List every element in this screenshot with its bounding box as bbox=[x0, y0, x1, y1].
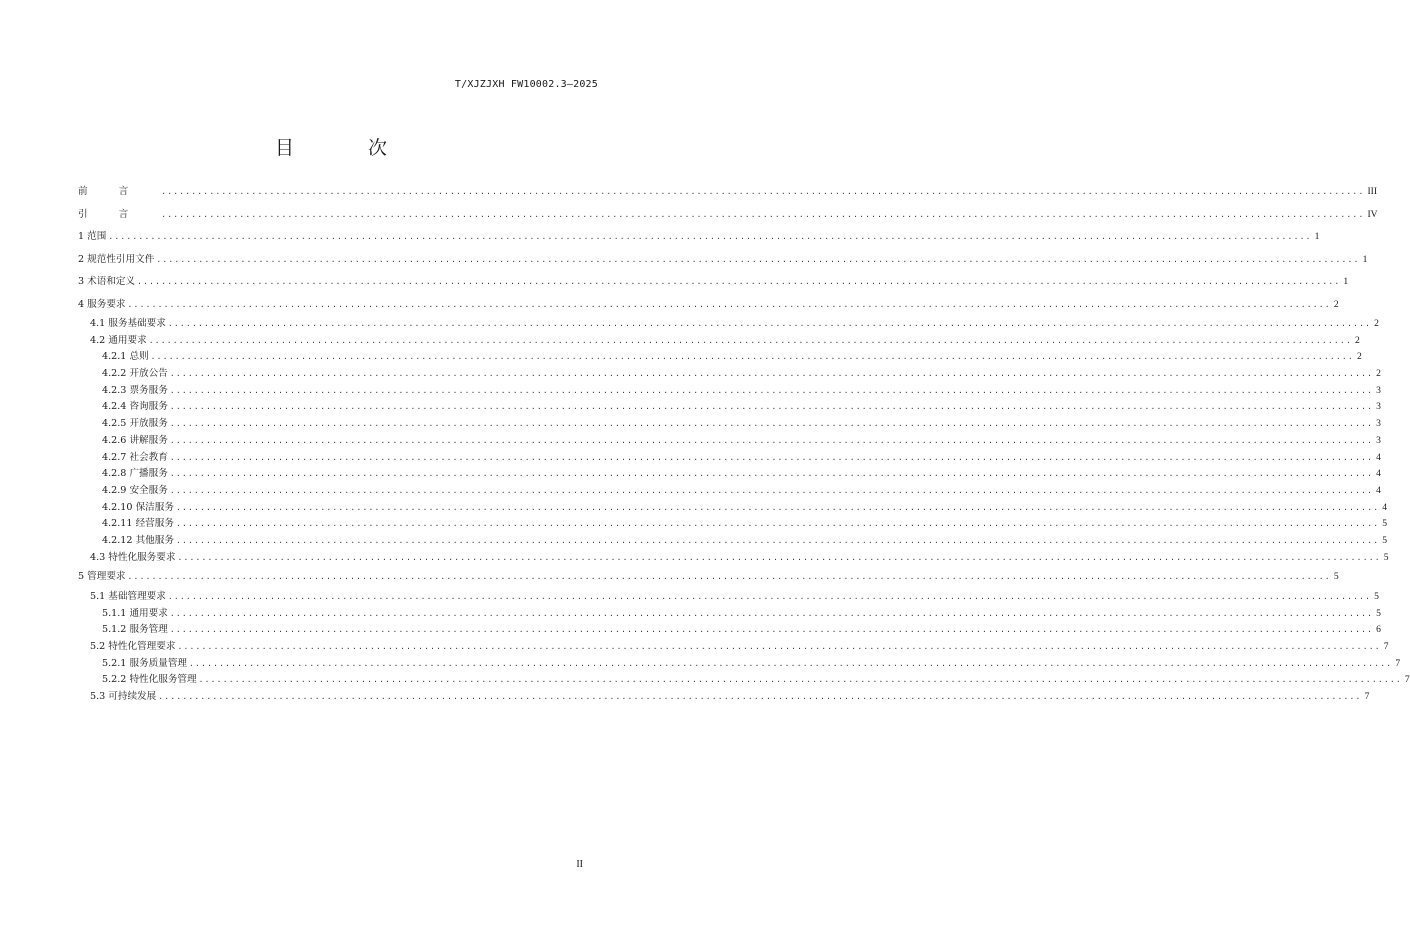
toc-entry-label: 4.2.11 经营服务 bbox=[102, 518, 174, 530]
toc-dot-leader: ........................................................................................................................................................................................................ bbox=[169, 402, 1374, 412]
toc-entry-label: 5 管理要求 bbox=[78, 571, 126, 583]
toc-entry[interactable] bbox=[78, 566, 1339, 589]
toc-dot-leader: ........................................................................................................................................................................................................ bbox=[167, 319, 1372, 328]
toc-entry-label: 引言 bbox=[78, 208, 160, 220]
toc-entry-page: 5 bbox=[1376, 607, 1381, 619]
toc-entry-label: 1 范围 bbox=[78, 231, 107, 242]
toc-entry-page: 2 bbox=[1333, 298, 1339, 310]
toc-entry[interactable] bbox=[78, 383, 1381, 400]
toc-entry-label: 4.2.1 总则 bbox=[102, 351, 149, 363]
toc-entry-page: 5 bbox=[1383, 551, 1389, 563]
toc-entry-label: 4.2.7 社会教育 bbox=[102, 451, 168, 463]
toc-entry[interactable] bbox=[78, 550, 1389, 567]
toc-dot-leader: ........................................................................................................................................................................................................ bbox=[127, 299, 1331, 309]
toc-dot-leader: ........................................................................................................................................................................................................ bbox=[150, 352, 1354, 362]
toc-entry-label: 4.2.9 安全服务 bbox=[102, 484, 168, 496]
toc-entry-label: 5.2 特性化管理要求 bbox=[90, 640, 176, 652]
toc-entry[interactable] bbox=[78, 226, 1320, 249]
toc-entry[interactable] bbox=[78, 516, 1388, 533]
toc-entry-label: 4.2.5 开放服务 bbox=[102, 418, 168, 430]
page-title: 目 次 bbox=[274, 137, 422, 159]
toc-entry-label: 5.1.1 通用要求 bbox=[102, 607, 168, 619]
toc-dot-leader: ........................................................................................................................................................................................................ bbox=[158, 691, 1362, 701]
toc-entry-page: 7 bbox=[1404, 674, 1410, 686]
toc-dot-leader: ........................................................................................................................................................................................................ bbox=[169, 625, 1374, 635]
toc-entry[interactable] bbox=[78, 622, 1381, 639]
toc-dot-leader: ........................................................................................................................................................................................................ bbox=[169, 608, 1374, 618]
toc-entry-label: 4.2 通用要求 bbox=[90, 334, 147, 346]
toc-dot-leader: ........................................................................................................................................................................................................ bbox=[156, 254, 1360, 264]
toc-entry[interactable] bbox=[78, 533, 1388, 550]
toc-entry[interactable] bbox=[78, 181, 1378, 204]
toc-entry-page: 3 bbox=[1376, 401, 1381, 413]
toc-entry-label: 前言 bbox=[78, 186, 160, 197]
toc-entry-page: 2 bbox=[1356, 351, 1362, 363]
toc-dot-leader: ........................................................................................................................................................................................................ bbox=[148, 335, 1352, 345]
toc-dot-leader: ........................................................................................................................................................................................................ bbox=[161, 187, 1365, 196]
toc-entry[interactable] bbox=[78, 483, 1381, 500]
toc-entry-page: 5 bbox=[1382, 518, 1388, 530]
toc-dot-leader: ........................................................................................................................................................................................................ bbox=[137, 277, 1341, 286]
document-code: T/XJZJXH FW10002.3—2025 bbox=[454, 79, 598, 90]
toc-entry-label: 5.2.1 服务质量管理 bbox=[102, 657, 188, 669]
toc-entry-page: 3 bbox=[1376, 418, 1381, 430]
toc-entry-label: 4.2.8 广播服务 bbox=[102, 468, 168, 480]
toc-dot-leader: ........................................................................................................................................................................................................ bbox=[169, 435, 1374, 445]
toc-entry[interactable] bbox=[78, 466, 1381, 483]
page-number: II bbox=[576, 859, 583, 870]
toc-dot-leader: ........................................................................................................................................................................................................ bbox=[198, 675, 1402, 685]
toc-entry-page: IV bbox=[1367, 208, 1378, 220]
toc-entry-page: 7 bbox=[1383, 640, 1389, 652]
toc-entry-page: 5 bbox=[1333, 571, 1339, 583]
toc-entry[interactable] bbox=[78, 204, 1378, 227]
toc-dot-leader: ........................................................................................................................................................................................................ bbox=[175, 535, 1380, 545]
toc-entry-label: 4.2.10 保洁服务 bbox=[102, 501, 174, 513]
toc-entry-label: 4.1 服务基础要求 bbox=[90, 318, 166, 329]
toc-entry-label: 5.1 基础管理要求 bbox=[90, 590, 166, 602]
toc-entry-label: 4.2.2 开放公告 bbox=[102, 368, 168, 380]
toc-dot-leader: ........................................................................................................................................................................................................ bbox=[127, 572, 1331, 582]
toc-dot-leader: ........................................................................................................................................................................................................ bbox=[189, 658, 1393, 668]
toc-dot-leader: ........................................................................................................................................................................................................ bbox=[175, 502, 1380, 512]
toc-entry-label: 3 术语和定义 bbox=[78, 276, 136, 287]
toc-entry-page: 2 bbox=[1354, 334, 1360, 346]
toc-entry-label: 2 规范性引用文件 bbox=[78, 253, 155, 265]
toc-dot-leader: ........................................................................................................................................................................................................ bbox=[108, 232, 1312, 241]
toc-entry-page: 7 bbox=[1395, 657, 1401, 669]
toc-entry-page: 1 bbox=[1343, 276, 1349, 287]
toc-dot-leader: ........................................................................................................................................................................................................ bbox=[169, 369, 1374, 379]
toc-entry[interactable] bbox=[78, 672, 1410, 689]
toc-dot-leader: ........................................................................................................................................................................................................ bbox=[169, 485, 1374, 495]
toc-entry-page: 4 bbox=[1376, 451, 1381, 463]
toc-entry[interactable] bbox=[78, 589, 1379, 606]
toc-entry[interactable] bbox=[78, 249, 1368, 272]
toc-entry-page: 6 bbox=[1376, 624, 1381, 636]
toc-entry-page: 1 bbox=[1362, 253, 1368, 265]
toc-dot-leader: ........................................................................................................................................................................................................ bbox=[167, 591, 1372, 601]
toc-entry-page: 5 bbox=[1374, 590, 1379, 602]
toc-dot-leader: ........................................................................................................................................................................................................ bbox=[177, 641, 1381, 651]
toc-entry-label: 4.3 特性化服务要求 bbox=[90, 551, 176, 563]
toc-entry-label: 5.2.2 特性化服务管理 bbox=[102, 674, 197, 686]
toc-entry-label: 4.2.12 其他服务 bbox=[102, 534, 174, 546]
toc-entry-page: 4 bbox=[1376, 484, 1381, 496]
toc-entry-page: 1 bbox=[1314, 231, 1320, 242]
toc-dot-leader: ........................................................................................................................................................................................................ bbox=[169, 419, 1374, 429]
toc-entry[interactable] bbox=[78, 366, 1381, 383]
toc-entry-page: 3 bbox=[1376, 384, 1381, 396]
toc-dot-leader: ........................................................................................................................................................................................................ bbox=[177, 552, 1381, 562]
table-of-contents bbox=[78, 181, 1410, 706]
toc-entry[interactable] bbox=[78, 349, 1362, 366]
toc-entry-page: 3 bbox=[1376, 434, 1381, 446]
toc-entry-page: 5 bbox=[1382, 534, 1388, 546]
toc-entry[interactable] bbox=[78, 433, 1381, 450]
toc-dot-leader: ........................................................................................................................................................................................................ bbox=[169, 385, 1374, 395]
toc-entry-page: 7 bbox=[1364, 690, 1370, 702]
toc-entry-page: III bbox=[1367, 186, 1378, 197]
toc-entry-label: 5.1.2 服务管理 bbox=[102, 624, 168, 636]
toc-entry[interactable] bbox=[78, 656, 1401, 673]
toc-dot-leader: ........................................................................................................................................................................................................ bbox=[169, 469, 1374, 479]
toc-entry-page: 2 bbox=[1376, 368, 1381, 380]
toc-entry[interactable] bbox=[78, 333, 1360, 350]
toc-entry-label: 4.2.3 票务服务 bbox=[102, 384, 168, 396]
toc-entry-page: 4 bbox=[1376, 468, 1381, 480]
toc-entry[interactable] bbox=[78, 271, 1349, 294]
toc-dot-leader: ........................................................................................................................................................................................................ bbox=[161, 209, 1365, 219]
toc-entry[interactable] bbox=[78, 606, 1381, 623]
toc-entry[interactable] bbox=[78, 316, 1379, 333]
toc-entry[interactable] bbox=[78, 416, 1381, 433]
toc-dot-leader: ........................................................................................................................................................................................................ bbox=[169, 452, 1374, 462]
toc-entry[interactable] bbox=[78, 294, 1339, 317]
toc-entry[interactable] bbox=[78, 399, 1381, 416]
toc-entry[interactable] bbox=[78, 639, 1389, 656]
toc-entry[interactable] bbox=[78, 450, 1381, 467]
toc-entry-label: 5.3 可持续发展 bbox=[90, 690, 157, 702]
toc-entry[interactable] bbox=[78, 689, 1370, 706]
toc-entry-label: 4 服务要求 bbox=[78, 298, 126, 310]
toc-dot-leader: ........................................................................................................................................................................................................ bbox=[175, 519, 1380, 529]
toc-entry[interactable] bbox=[78, 500, 1388, 517]
toc-entry-label: 4.2.6 讲解服务 bbox=[102, 434, 168, 446]
toc-entry-page: 4 bbox=[1382, 501, 1388, 513]
toc-entry-label: 4.2.4 咨询服务 bbox=[102, 401, 168, 413]
toc-entry-page: 2 bbox=[1374, 318, 1379, 329]
